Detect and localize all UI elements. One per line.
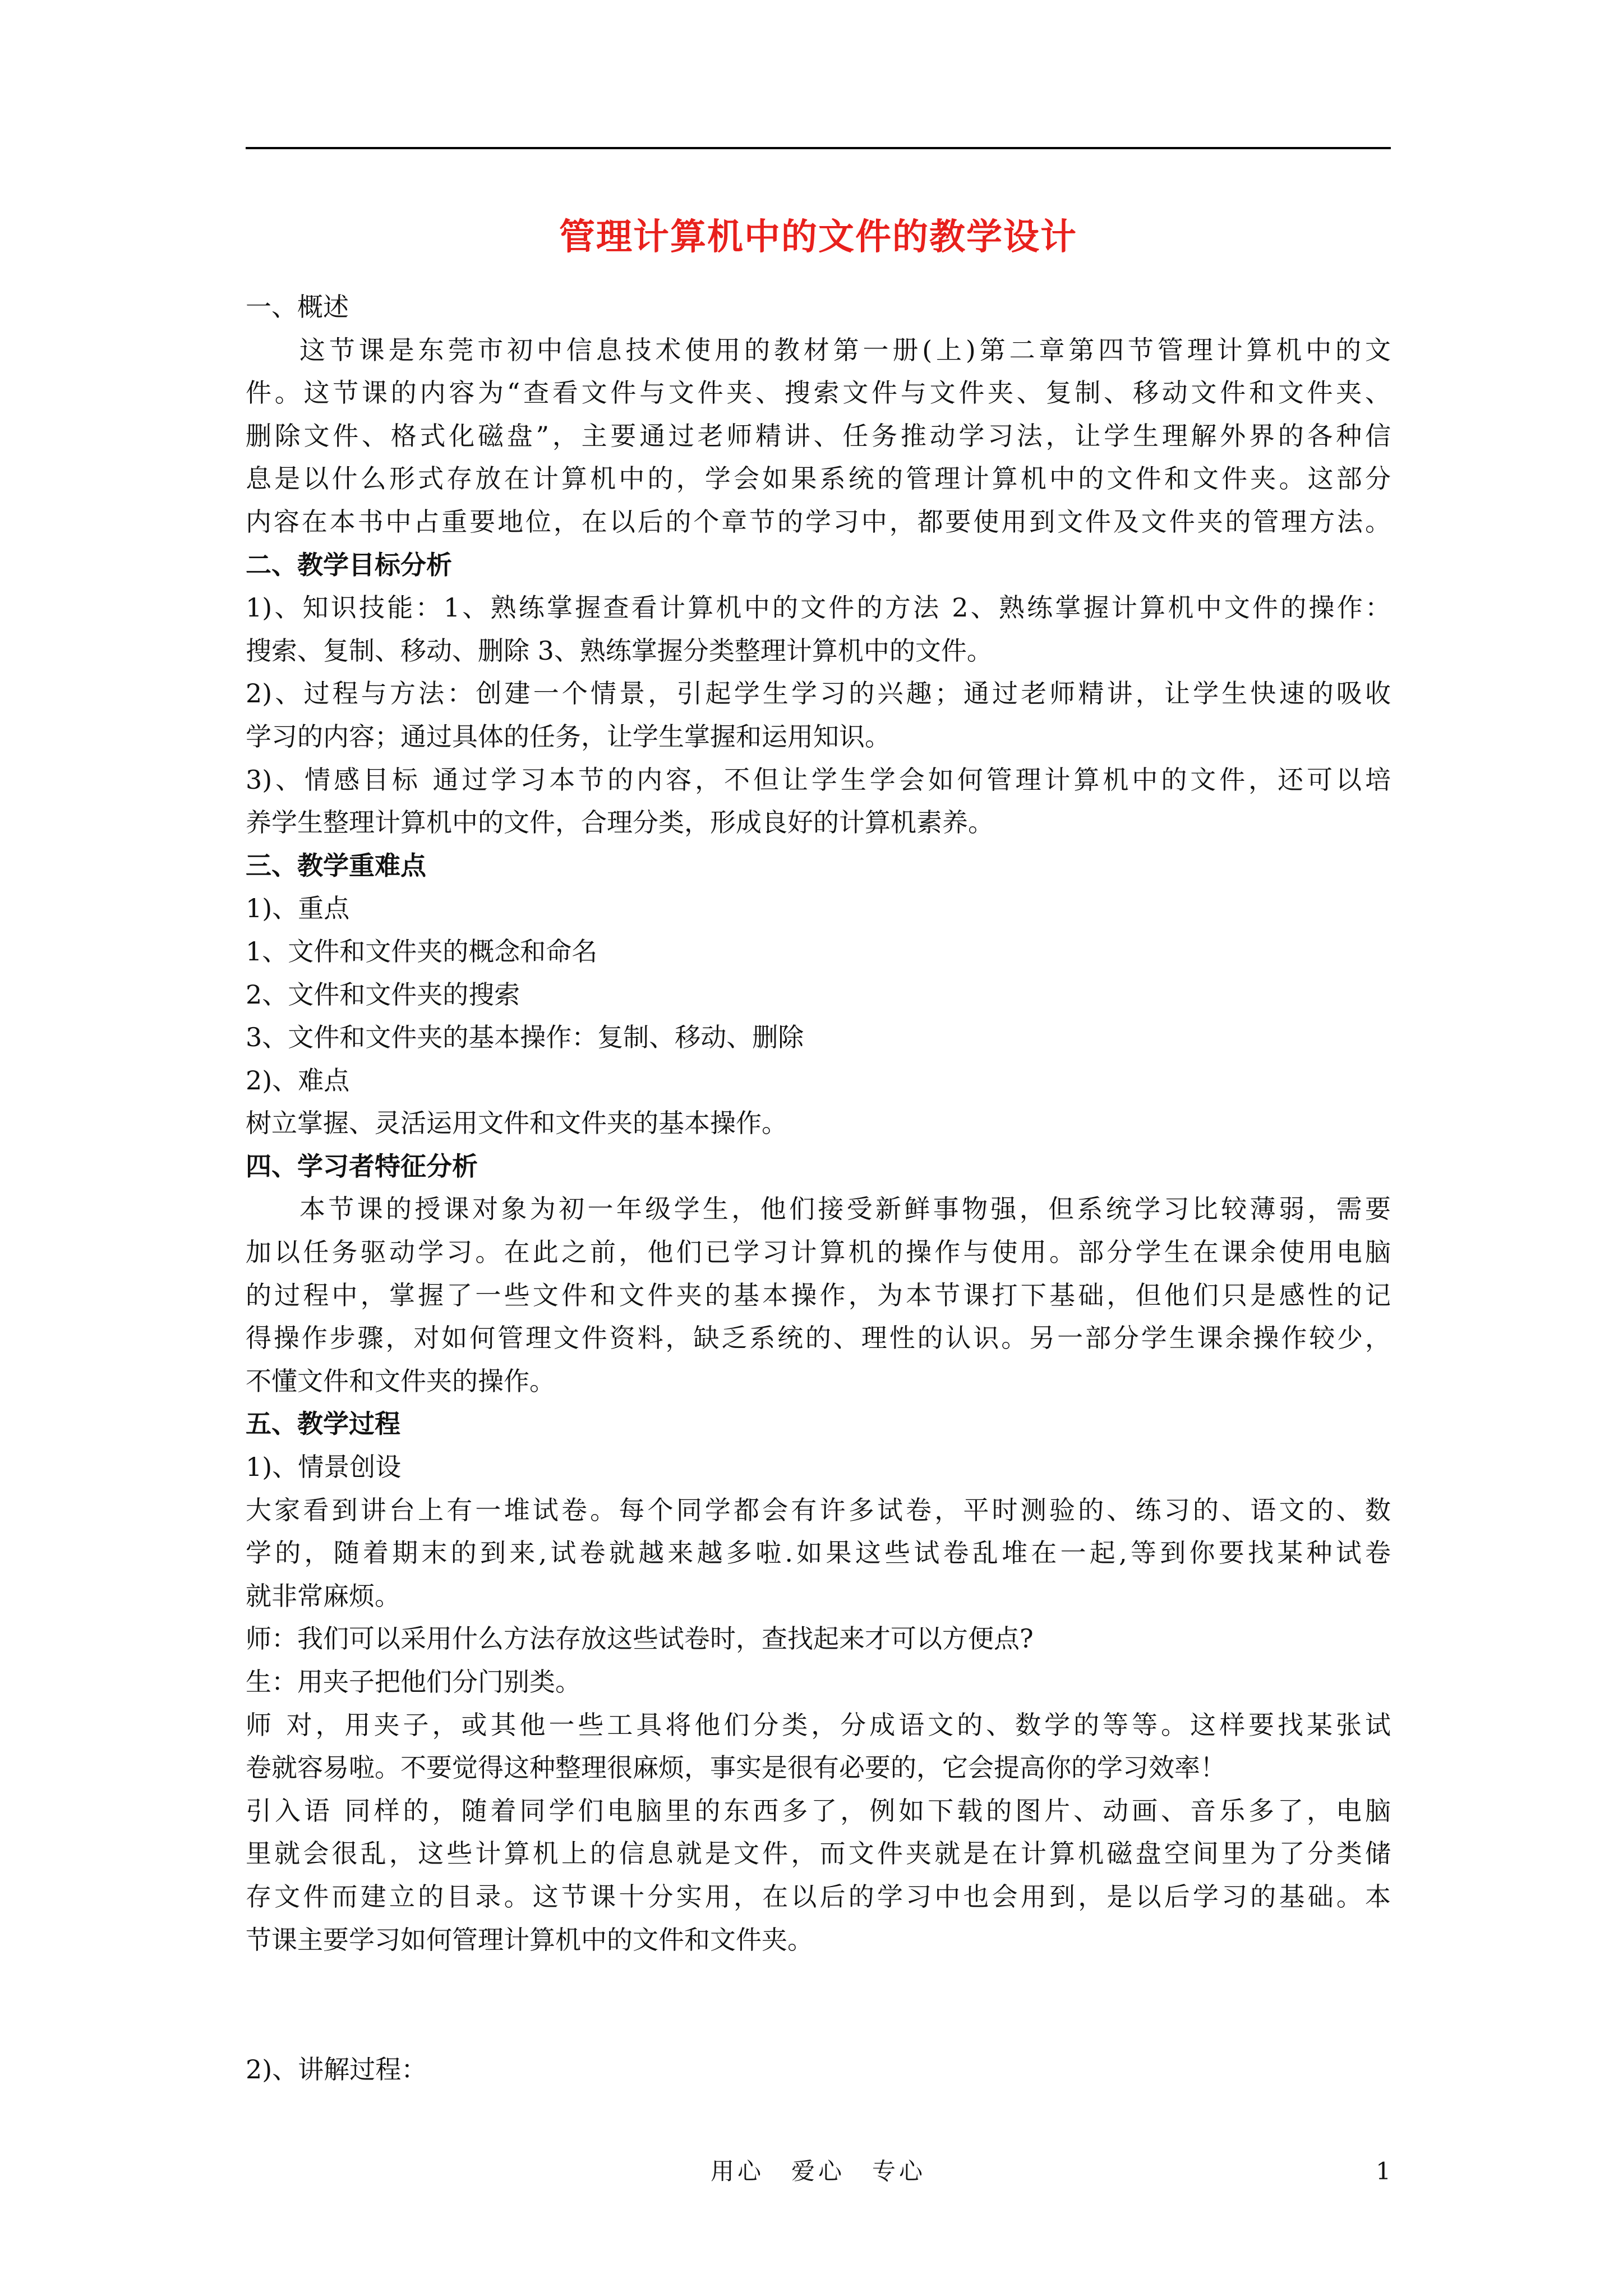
paragraph-line: 不懂文件和文件夹的操作。 xyxy=(246,1365,555,1396)
paragraph-line: 树立掌握、灵活运用文件和文件夹的基本操作。 xyxy=(246,1108,787,1139)
subsection-heading: 1)、情景创设 xyxy=(246,1452,402,1483)
section-heading-key-points: 三、教学重难点 xyxy=(246,850,426,881)
paragraph-line: 存文件而建立的目录。这节课十分实用，在以后的学习中也会用到，是以后学习的基础。本 xyxy=(246,1881,1391,1912)
list-item: 3、文件和文件夹的基本操作：复制、移动、删除 xyxy=(246,1022,804,1053)
list-item: 2)、难点 xyxy=(246,1065,350,1096)
paragraph-line: 加以任务驱动学习。在此之前，他们已学习计算机的操作与使用。部分学生在课余使用电脑 xyxy=(246,1237,1391,1268)
dialogue-line: 卷就容易啦。不要觉得这种整理很麻烦，事实是很有必要的，它会提高你的学习效率！ xyxy=(246,1752,1226,1783)
paragraph-line: 养学生整理计算机中的文件，合理分类，形成良好的计算机素养。 xyxy=(246,807,994,838)
header-rule xyxy=(246,147,1391,149)
paragraph-line: 的过程中，掌握了一些文件和文件夹的基本操作，为本节课打下基础，但他们只是感性的记 xyxy=(246,1280,1391,1310)
paragraph-line: 2)、过程与方法：创建一个情景，引起学生学习的兴趣；通过老师精讲，让学生快速的吸收 xyxy=(246,678,1391,709)
paragraph-line: 删除文件、格式化磁盘”，主要通过老师精讲、任务推动学习法，让学生理解外界的各种信 xyxy=(246,420,1391,451)
paragraph-line: 内容在本书中占重要地位，在以后的个章节的学习中，都要使用到文件及文件夹的管理方法。 xyxy=(246,506,1391,537)
list-item: 1、文件和文件夹的概念和命名 xyxy=(246,936,598,967)
section-heading-overview: 一、概述 xyxy=(246,292,349,322)
paragraph-line: 引入语 同样的，随着同学们电脑里的东西多了，例如下载的图片、动画、音乐多了，电脑 xyxy=(246,1795,1391,1826)
footer-motto: 用心 爱心 专心 xyxy=(710,2157,926,2185)
paragraph-line: 里就会很乱，这些计算机上的信息就是文件，而文件夹就是在计算机磁盘空间里为了分类储 xyxy=(246,1838,1391,1869)
dialogue-line: 师 对，用夹子，或其他一些工具将他们分类，分成语文的、数学的等等。这样要找某张试 xyxy=(246,1709,1391,1740)
page-number: 1 xyxy=(1376,2157,1391,2185)
paragraph-line: 3)、情感目标 通过学习本节的内容，不但让学生学会如何管理计算机中的文件，还可以培 xyxy=(246,764,1391,795)
paragraph-line: 学的，随着期末的到来,试卷就越来越多啦.如果这些试卷乱堆在一起,等到你要找某种试卷 xyxy=(246,1538,1391,1568)
list-item: 1)、重点 xyxy=(246,893,350,924)
document-body xyxy=(246,286,1391,2091)
section-heading-objectives: 二、教学目标分析 xyxy=(246,549,452,580)
dialogue-line: 生：用夹子把他们分门别类。 xyxy=(246,1667,581,1697)
paragraph-line: 这节课是东莞市初中信息技术使用的教材第一册(上)第二章第四节管理计算机中的文 xyxy=(299,334,1391,365)
dialogue-line: 师：我们可以采用什么方法存放这些试卷时，查找起来才可以方便点? xyxy=(246,1623,1034,1654)
section-heading-learners: 四、学习者特征分析 xyxy=(246,1151,478,1181)
page-footer xyxy=(246,2152,1391,2191)
blank-space xyxy=(246,1961,1391,2048)
paragraph-line: 就非常麻烦。 xyxy=(246,1580,400,1611)
paragraph-line: 大家看到讲台上有一堆试卷。每个同学都会有许多试卷，平时测验的、练习的、语文的、数 xyxy=(246,1494,1391,1525)
paragraph-line: 件。这节课的内容为“查看文件与文件夹、搜索文件与文件夹、复制、移动文件和文件夹、 xyxy=(246,378,1391,408)
document-title: 管理计算机中的文件的教学设计 xyxy=(559,216,1077,258)
list-item: 2、文件和文件夹的搜索 xyxy=(246,979,520,1010)
paragraph-line: 节课主要学习如何管理计算机中的文件和文件夹。 xyxy=(246,1924,813,1955)
paragraph-line: 1)、知识技能：1、熟练掌握查看计算机中的文件的方法 2、熟练掌握计算机中文件的操作： xyxy=(246,592,1391,623)
section-heading-process: 五、教学过程 xyxy=(246,1409,400,1439)
paragraph-line: 息是以什么形式存放在计算机中的，学会如果系统的管理计算机中的文件和文件夹。这部分 xyxy=(246,463,1391,494)
paragraph-line: 学习的内容；通过具体的任务，让学生掌握和运用知识。 xyxy=(246,721,891,752)
paragraph-line: 本节课的授课对象为初一年级学生，他们接受新鲜事物强，但系统学习比较薄弱，需要 xyxy=(299,1194,1391,1225)
subsection-heading: 2)、讲解过程： xyxy=(246,2054,427,2085)
paragraph-line: 得操作步骤，对如何管理文件资料，缺乏系统的、理性的认识。另一部分学生课余操作较少， xyxy=(246,1323,1391,1354)
paragraph-line: 搜索、复制、移动、删除 3、熟练掌握分类整理计算机中的文件。 xyxy=(246,635,993,666)
